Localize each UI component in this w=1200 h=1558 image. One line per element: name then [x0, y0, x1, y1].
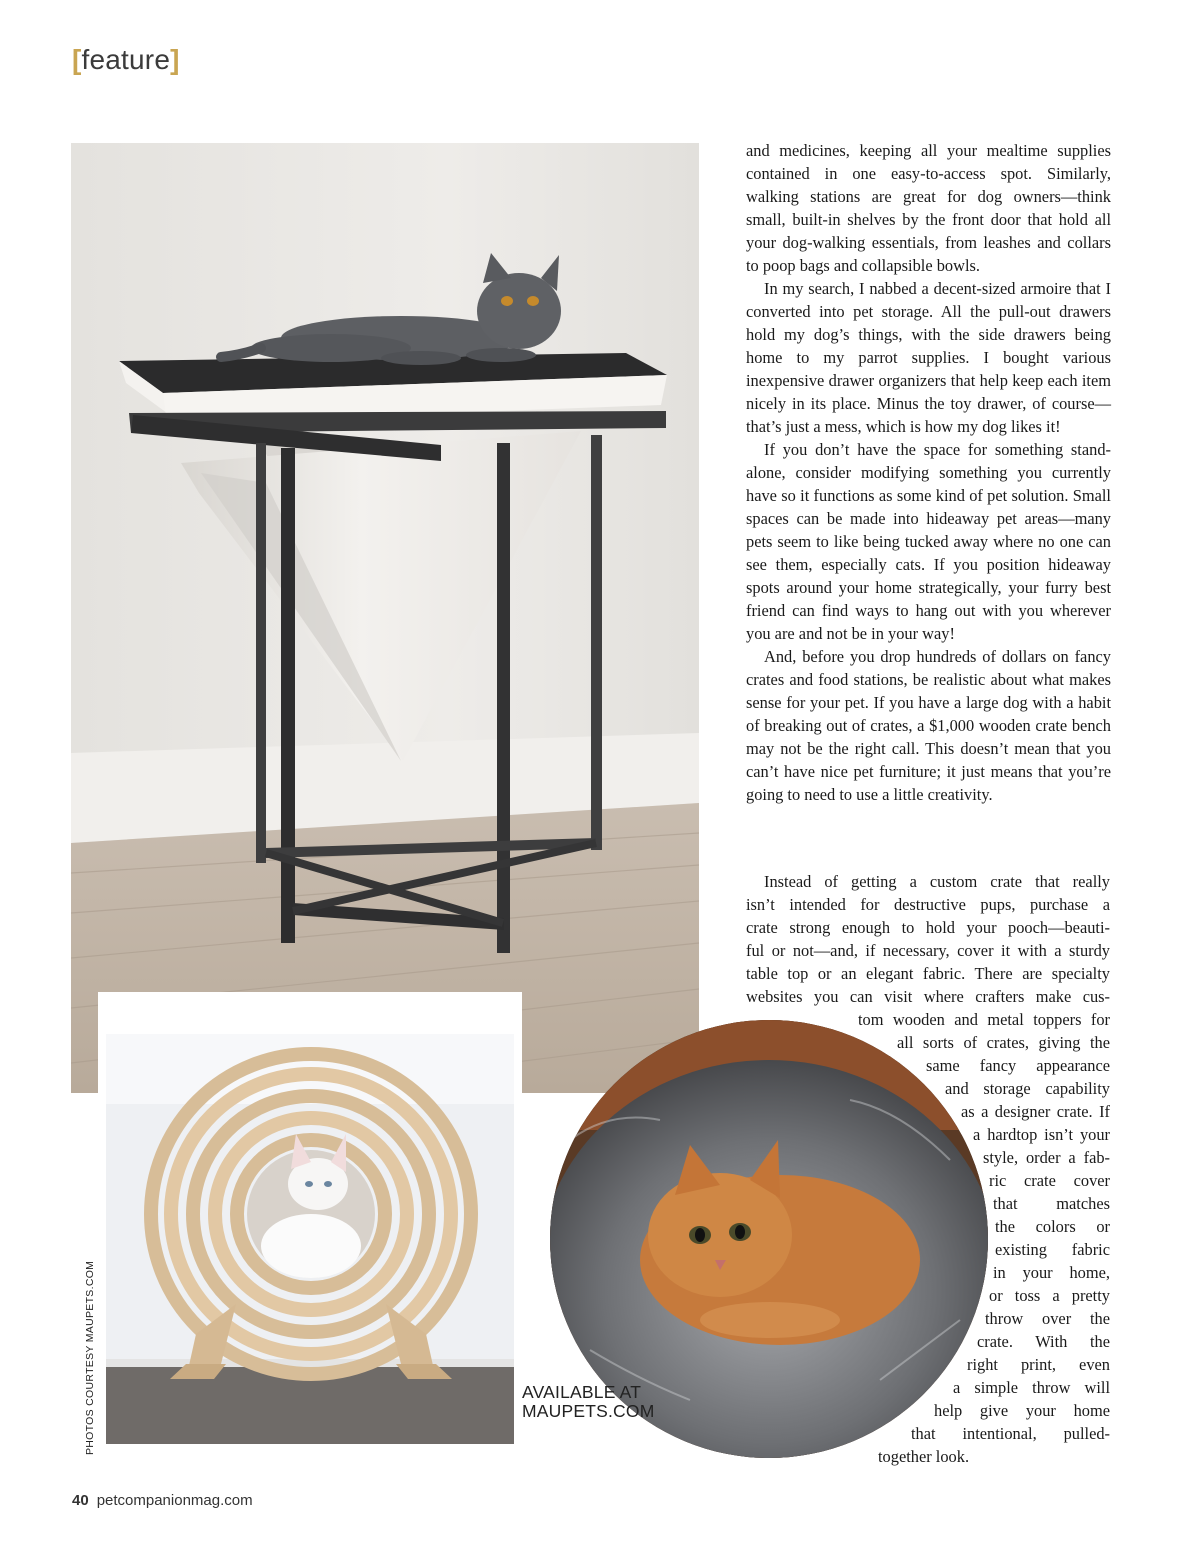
paragraph-5-line: crate strong enough to hold your pooch—beauti- [746, 918, 1110, 937]
availability-caption [522, 1383, 655, 1421]
paragraph-5-line: a simple throw will [953, 1378, 1110, 1397]
section-label [72, 44, 180, 76]
paragraph-3: If you don’t have the space for something standalone, consider modifying something you currently have so it functions as some kind of pet solution. Small spaces can be made into hideaway pet areas—many pets seem to like being tucked away where no one can see them, especially cats. If you position hideaway spots around your home strategically, your furry best friend can find ways to hang out with you wherever you are and not be in your way! [746, 440, 1111, 643]
paragraph-5-line: the colors or [995, 1217, 1110, 1236]
paragraph-5-line: same fancy appearance [926, 1056, 1110, 1075]
bracket-open: [ [72, 44, 82, 75]
paragraph-4: And, before you drop hundreds of dollars on fancy crates and food stations, be realistic about what makes sense for your pet. If you have a large dog with a habit of breaking out of crates, a $1,000 wooden crate bench may not be the right call. This doesn’t mean that you can’t have nice pet furniture; it just means that you’re going to need to use a little creativity. [746, 647, 1111, 804]
paragraph-5-line: tom wooden and metal toppers for [858, 1010, 1110, 1029]
paragraph-5-line: a hardtop isn’t your [973, 1125, 1110, 1144]
paragraph-5-line: ric crate cover [989, 1171, 1110, 1190]
section-label-text: feature [81, 44, 171, 75]
bracket-close: ] [170, 44, 180, 75]
paragraph-5-line: or toss a pretty [989, 1286, 1110, 1305]
paragraph-5-line: ful or not—and, if necessary, cover it with a sturdy [746, 941, 1110, 960]
paragraph-5-line: in your home, [993, 1263, 1110, 1282]
paragraph-5-line: websites you can visit where crafters make cus- [746, 987, 1110, 1006]
paragraph-5-line: Instead of getting a custom crate that really [764, 872, 1110, 891]
paragraph-5-line: help give your home [934, 1401, 1110, 1420]
footer-site: petcompanionmag.com [96, 1492, 253, 1509]
paragraph-2: In my search, I nabbed a decent-sized armoire that I converted into pet storage. All the pull-out drawers hold my dog’s things, with the side drawers being home to my parrot supplies. I bought various inexpensive drawer organizers that help keep each item nicely in its place. Minus the toy drawer, of course—that’s just a mess, which is how my dog likes it! [746, 279, 1111, 436]
paragraph-5-line: table top or an elegant fabric. There are specialty [746, 964, 1110, 983]
paragraph-5-line: style, order a fab- [983, 1148, 1110, 1167]
paragraph-5-line: and storage capability [945, 1079, 1110, 1098]
paragraph-5-line: isn’t intended for destructive pups, purchase a [746, 895, 1110, 914]
wooden-ring-cat-bed-photo [98, 992, 522, 1460]
paragraph-5-line: all sorts of crates, giving the [897, 1033, 1110, 1052]
paragraph-5-line: together look. [878, 1447, 970, 1466]
article-body [746, 139, 1111, 806]
photo-credit: PHOTOS COURTESY MAUPETS.COM [84, 1260, 96, 1455]
paragraph-5-line: existing fabric [995, 1240, 1110, 1259]
paragraph-1: and medicines, keeping all your mealtime supplies contained in one easy-to-access spot. Similarly, walking stations are great for dog owners—think small, built-in shelves by the front door that hold all your dog-walking essentials, from leashes and collars to poop bags and collapsible bowls. [746, 141, 1111, 275]
page-footer [72, 1492, 253, 1509]
paragraph-5-line: crate. With the [977, 1332, 1110, 1351]
paragraph-5-line: that matches [993, 1194, 1110, 1213]
paragraph-5-line: as a designer crate. If [961, 1102, 1110, 1121]
paragraph-5-line: that intentional, pulled- [911, 1424, 1110, 1443]
caption-line-1: AVAILABLE AT [522, 1382, 642, 1402]
cat-table-photo [71, 143, 699, 1093]
paragraph-5-line: right print, even [967, 1355, 1110, 1374]
page-number: 40 [72, 1492, 89, 1509]
paragraph-5-line: throw over the [985, 1309, 1110, 1328]
caption-line-2: MAUPETS.COM [522, 1401, 655, 1421]
